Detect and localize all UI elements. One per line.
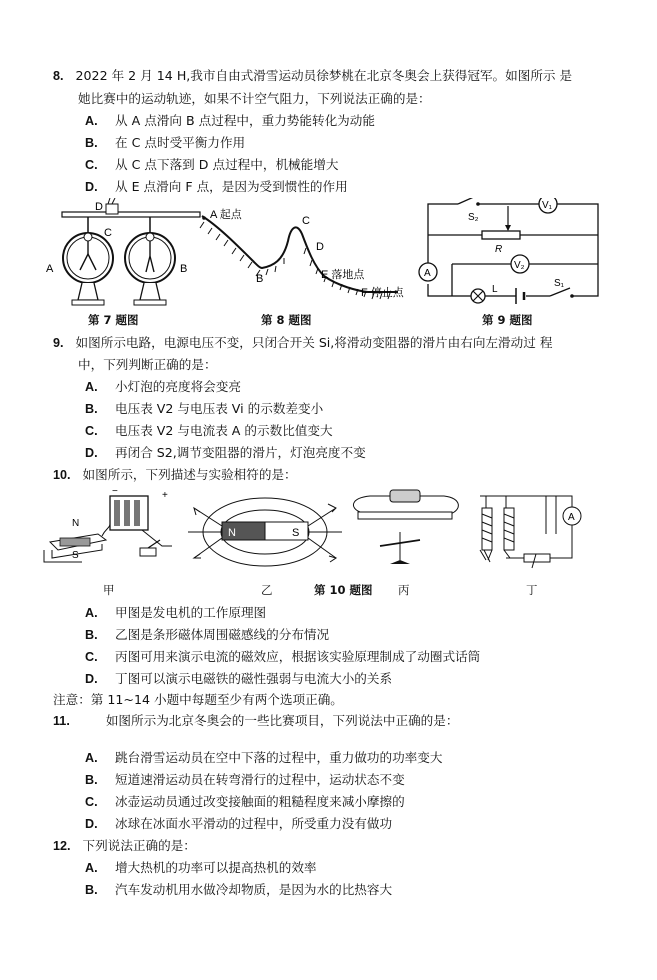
figure-10-jia: [42, 488, 182, 576]
fig10-label-bing: 丙: [398, 583, 410, 597]
q9-option-a: A. 小灯泡的亮度将会变亮: [85, 379, 241, 394]
q9-stem-line2: 中，下列判断正确的是：: [78, 357, 217, 372]
figure-9-circuit: [412, 198, 612, 310]
q10-option-d: D. 丁图可以演示电磁铁的磁性强弱与电流大小的关系: [85, 671, 393, 686]
q8-option-d: D. 从 E 点滑向 F 点，是因为受到惯性的作用: [85, 179, 348, 194]
jia-label-n: N: [72, 518, 80, 529]
fig10-label-ding: 丁: [526, 583, 538, 597]
q10-stem-line: [53, 467, 297, 483]
ding-label-a: A: [568, 512, 575, 523]
fig9-label-s2: S₂: [468, 212, 479, 223]
q8-option-c: C. 从 C 点下落到 D 点过程中，机械能增大: [85, 157, 339, 172]
q10-number: 10.: [53, 468, 71, 482]
fig8-label-d: D: [316, 241, 324, 253]
jia-plus-label: +: [162, 490, 168, 501]
fig7-label-a: A: [46, 263, 54, 275]
fig10-label-jia: 甲: [103, 583, 115, 597]
fig9-label-a: A: [424, 268, 431, 279]
q11-option-c: C. 冰壶运动员通过改变接触面的粗糙程度来减小摩擦的: [85, 794, 405, 809]
q12-number: 12.: [53, 839, 71, 853]
multi-answer-note: 注意：第 11~14 小题中每题至少有两个选项正确。: [53, 692, 343, 707]
fig8-label-f: F 停止点: [361, 287, 404, 299]
fig9-label-s1: S₁: [554, 278, 565, 289]
q12-option-b: B. 汽车发动机用水做冷却物质，是因为水的比热容大: [85, 882, 393, 897]
fig9-label-v1: V₁: [542, 200, 553, 211]
fig9-label-l: L: [492, 284, 498, 295]
jia-label-s: S: [72, 550, 79, 561]
fig8-label-c: C: [302, 215, 310, 227]
q8-option-b: B. 在 C 点时受平衡力作用: [85, 135, 246, 150]
jia-minus-label: −: [112, 488, 118, 497]
q11-option-d: D. 冰球在冰面水平滑动的过程中，所受重力没有做功: [85, 816, 393, 831]
figure-8-trajectory: [198, 206, 413, 311]
figure-10-bing: [350, 488, 462, 576]
figure-7-electroscopes: [42, 198, 202, 316]
q12-option-a: A. 增大热机的功率可以提高热机的效率: [85, 860, 317, 875]
q12-stem-text: 下列说法正确的是：: [82, 838, 196, 853]
fig7-label-c: C: [104, 227, 112, 239]
q8-stem-text1: 2022 年 2 月 14 H,我市自由式滑雪运动员徐梦桃在北京冬奥会上获得冠军。如图所示 是: [75, 68, 573, 83]
figure-8-caption: 第 8 题图: [261, 313, 312, 327]
q9-number: 9.: [53, 336, 64, 350]
q10-option-b: B. 乙图是条形磁体周围磁感线的分布情况: [85, 627, 330, 642]
figure-7-caption: 第 7 题图: [88, 313, 139, 327]
fig10-label-yi: 乙: [261, 583, 273, 597]
q10-stem-text: 如图所示，下列描述与实验相符的是：: [82, 467, 297, 482]
q9-stem-text1: 如图所示电路，电源电压不变，只闭合开关 Si,将滑动变阻器的滑片由右向左滑动过 程: [75, 335, 553, 350]
q9-stem-line1: [53, 335, 552, 351]
fig9-label-r: R: [495, 244, 503, 255]
q8-stem-line1: [53, 68, 572, 84]
yi-label-s: S: [292, 527, 300, 539]
q9-option-b: B. 电压表 V2 与电压表 Vi 的示数差变小: [85, 401, 324, 416]
figure-9-caption: 第 9 题图: [482, 313, 533, 327]
q8-stem-line2: 她比赛中的运动轨迹，如果不计空气阻力，下列说法正确的是：: [78, 91, 431, 106]
figure-10-ding: [466, 488, 586, 576]
fig7-label-d: D: [95, 201, 103, 213]
q11-number: 11.: [53, 714, 70, 728]
figure-10-yi: [186, 488, 346, 576]
fig8-label-b: B: [256, 273, 264, 285]
q12-stem-line: [53, 838, 196, 854]
fig9-label-v2: V₂: [514, 260, 525, 271]
q11-option-a: A. 跳台滑雪运动员在空中下落的过程中，重力做功的功率变大: [85, 750, 443, 765]
q8-number: 8.: [53, 69, 64, 83]
yi-label-n: N: [228, 527, 236, 539]
fig7-label-b: B: [180, 263, 188, 275]
q10-option-c: C. 丙图可用来演示电流的磁效应，根据该实验原理制成了动圈式话筒: [85, 649, 481, 664]
q10-option-a: A. 甲图是发电机的工作原理图: [85, 605, 267, 620]
q8-option-a: A. 从 A 点滑向 B 点过程中，重力势能转化为动能: [85, 113, 375, 128]
q11-stem-line: [53, 713, 458, 729]
q11-stem-text: 如图所示为北京冬奥会的一些比赛项目，下列说法中正确的是：: [105, 713, 459, 728]
q9-option-c: C. 电压表 V2 与电流表 A 的示数比值变大: [85, 423, 333, 438]
q11-option-b: B. 短道速滑运动员在转弯滑行的过程中，运动状态不变: [85, 772, 405, 787]
q9-option-d: D. 再闭合 S2,调节变阻器的滑片，灯泡亮度不变: [85, 445, 366, 460]
fig8-label-a: A 起点: [210, 209, 242, 221]
figure-10-caption: 第 10 题图: [314, 583, 373, 597]
fig8-label-e: E 落地点: [321, 269, 365, 281]
